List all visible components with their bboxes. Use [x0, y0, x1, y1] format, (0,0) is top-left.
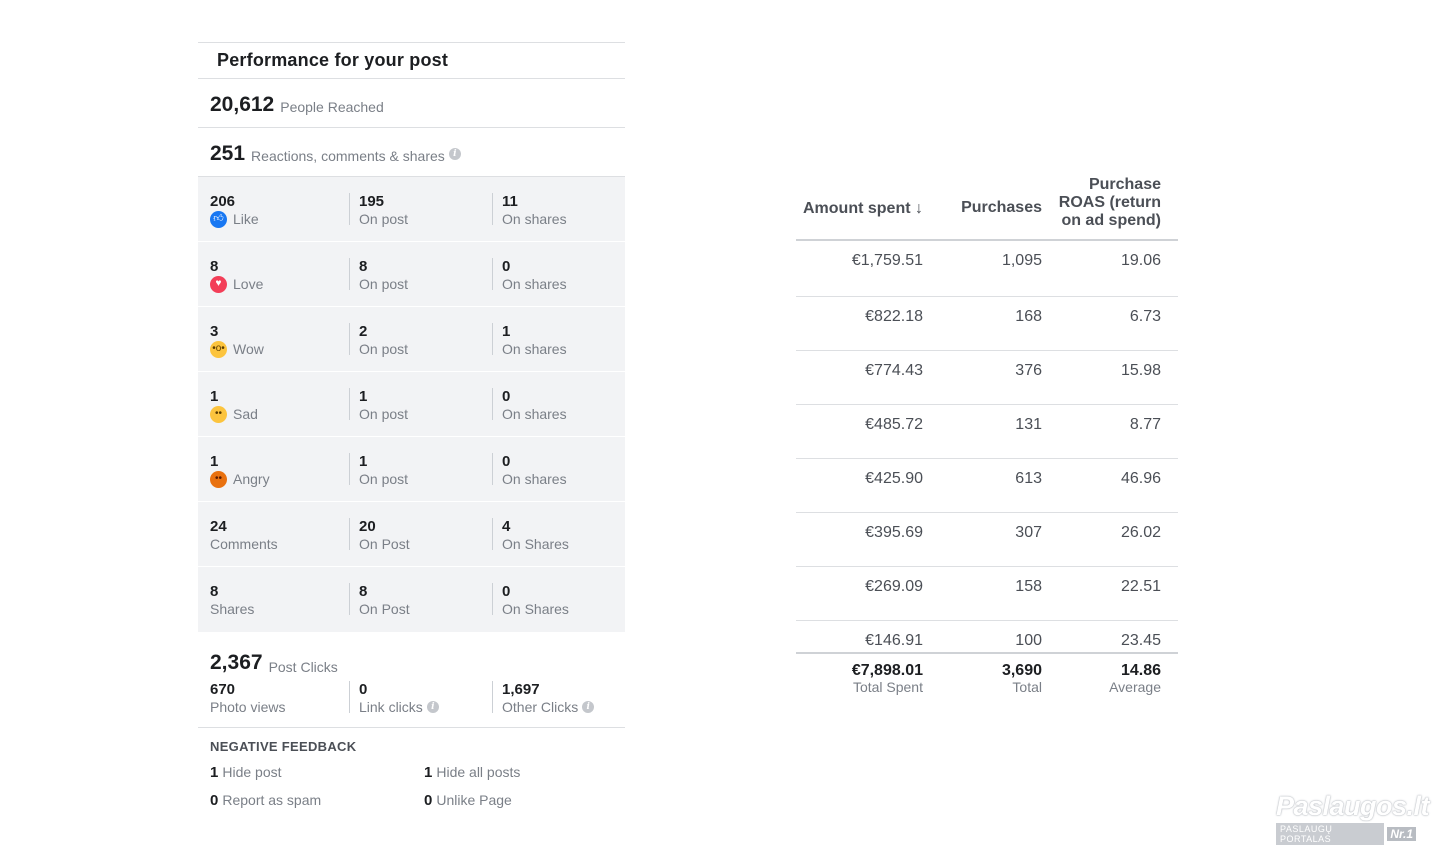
purchases-cell: 158	[1015, 578, 1042, 595]
roas-header-line: Purchase	[1088, 176, 1161, 193]
on-shares-value: 0	[502, 388, 511, 405]
roas-cell: 6.73	[1129, 308, 1161, 325]
reaction-row-sad	[198, 372, 625, 437]
amount-spent-cell: €774.43	[865, 362, 923, 379]
on-shares-label: On Shares	[502, 601, 569, 617]
roas-cell: 26.02	[1120, 524, 1161, 541]
on-post-label: On post	[359, 406, 409, 422]
engagement-label: Reactions, comments & shares	[251, 148, 445, 164]
table-row	[796, 241, 1178, 297]
ads-results-table	[796, 176, 1178, 695]
table-row	[796, 351, 1178, 405]
purchases-cell: 613	[1015, 470, 1042, 487]
amount-spent-cell: €395.69	[865, 524, 923, 541]
report-spam-value: 0	[210, 792, 219, 809]
other-clicks-label: Other Clicks	[502, 699, 579, 715]
on-shares-value: 0	[502, 583, 511, 600]
watermark-sub	[1276, 823, 1416, 845]
like-icon: 👍︎	[210, 211, 227, 228]
link-clicks-label: Link clicks	[359, 699, 423, 715]
on-shares-cell	[491, 437, 625, 501]
people-reached-value: 20,612	[210, 93, 275, 116]
other-clicks-value: 1,697	[502, 681, 540, 698]
purchases-cell: 307	[1015, 524, 1042, 541]
engagement-row	[198, 128, 625, 177]
table-row	[796, 405, 1178, 459]
comments-label: Comments	[210, 536, 278, 552]
roas-header-text	[1059, 176, 1161, 230]
engagement-value: 251	[210, 142, 246, 165]
on-shares-value: 0	[502, 453, 511, 470]
on-shares-cell	[491, 177, 625, 241]
people-reached-label: People Reached	[280, 99, 384, 115]
on-shares-cell	[491, 567, 625, 632]
purchases-cell: 131	[1015, 416, 1042, 433]
on-post-value: 8	[359, 258, 368, 275]
table-totals-row	[796, 654, 1178, 695]
on-shares-value: 4	[502, 518, 511, 535]
reaction-total-cell	[198, 177, 348, 241]
amount-spent-cell: €1,759.51	[851, 252, 923, 269]
panel-title: Performance for your post	[198, 42, 625, 79]
hide-post-stat	[210, 763, 424, 782]
other-clicks-label-wrap	[502, 698, 625, 716]
unlike-page-value: 0	[424, 792, 433, 809]
reaction-total: 1	[210, 388, 219, 405]
reaction-row-like	[198, 177, 625, 242]
on-shares-cell	[491, 372, 625, 436]
watermark-nr-badge: Nr.1	[1387, 827, 1416, 841]
on-post-label: On post	[359, 341, 409, 357]
on-post-value: 20	[359, 518, 376, 535]
amount-spent-cell: €269.09	[865, 578, 923, 595]
hide-post-value: 1	[210, 764, 219, 781]
comments-total-cell	[198, 502, 348, 566]
table-header	[796, 176, 1178, 241]
on-post-cell	[348, 567, 491, 632]
amount-spent-cell: €822.18	[865, 308, 923, 325]
photo-views-cell	[198, 675, 348, 727]
reaction-total-cell	[198, 437, 348, 501]
on-shares-label: On shares	[502, 211, 567, 227]
on-shares-value: 1	[502, 323, 511, 340]
reaction-name: Wow	[233, 341, 264, 357]
reaction-total-cell	[198, 307, 348, 371]
on-shares-cell	[491, 307, 625, 371]
watermark-text: Paslaugos.lt	[1276, 791, 1430, 821]
reaction-label	[210, 470, 348, 488]
on-shares-label: On shares	[502, 471, 567, 487]
post-clicks-breakdown	[198, 675, 625, 728]
purchases-cell: 376	[1015, 362, 1042, 379]
reactions-breakdown	[198, 177, 625, 632]
comments-row	[198, 502, 625, 567]
reaction-name: Like	[233, 211, 259, 227]
on-post-cell	[348, 242, 491, 306]
on-shares-label: On shares	[502, 276, 567, 292]
total-spent-label: Total Spent	[852, 679, 923, 695]
on-post-cell	[348, 502, 491, 566]
average-roas-label: Average	[1109, 679, 1161, 695]
reaction-label	[210, 405, 348, 423]
table-row	[796, 621, 1178, 654]
on-shares-label: On Shares	[502, 536, 569, 552]
reaction-row-love	[198, 242, 625, 307]
roas-cell: 46.96	[1120, 470, 1161, 487]
roas-cell: 19.06	[1120, 252, 1161, 269]
reaction-total: 206	[210, 193, 236, 210]
negative-feedback-title: NEGATIVE FEEDBACK	[210, 739, 357, 754]
on-post-cell	[348, 372, 491, 436]
reaction-name: Sad	[233, 406, 258, 422]
shares-label: Shares	[210, 601, 255, 617]
table-row	[796, 567, 1178, 621]
post-performance-panel	[198, 42, 625, 810]
total-purchases-label: Total	[1012, 679, 1042, 695]
purchases-cell: 100	[1015, 632, 1042, 649]
on-shares-value: 11	[502, 193, 518, 210]
on-post-cell	[348, 177, 491, 241]
on-shares-value: 0	[502, 258, 511, 275]
roas-cell: 23.45	[1120, 632, 1161, 649]
post-clicks-value: 2,367	[210, 651, 263, 674]
reaction-row-angry	[198, 437, 625, 502]
on-post-label: On Post	[359, 536, 410, 552]
sad-icon: ••	[210, 406, 227, 423]
roas-cell: 8.77	[1129, 416, 1161, 433]
negative-feedback-grid	[198, 763, 625, 810]
other-clicks-cell	[491, 675, 625, 727]
purchases-cell: 1,095	[1001, 252, 1042, 269]
on-post-cell	[348, 437, 491, 501]
average-roas-cell	[1042, 662, 1161, 695]
info-icon[interactable]: i	[582, 701, 594, 713]
love-icon: ♥	[210, 276, 227, 293]
on-shares-label: On shares	[502, 406, 567, 422]
hide-post-label: Hide post	[222, 764, 282, 780]
column-header-purchases[interactable]: Purchases	[961, 198, 1042, 216]
watermark-logo	[1276, 791, 1430, 844]
table-row	[796, 513, 1178, 567]
table-row	[796, 297, 1178, 351]
reaction-label	[210, 340, 348, 358]
on-post-value: 1	[359, 388, 368, 405]
photo-views-value: 670	[210, 681, 236, 698]
on-post-value: 2	[359, 323, 368, 340]
on-post-value: 1	[359, 453, 368, 470]
on-post-label: On post	[359, 471, 409, 487]
total-purchases-value: 3,690	[1001, 662, 1042, 679]
unlike-page-stat	[424, 791, 624, 810]
total-spent-cell	[796, 662, 923, 695]
shares-row	[198, 567, 625, 632]
report-spam-label: Report as spam	[222, 792, 322, 808]
roas-cell: 22.51	[1120, 578, 1161, 595]
info-icon[interactable]: i	[427, 701, 439, 713]
average-roas-value: 14.86	[1120, 662, 1161, 679]
on-post-cell	[348, 307, 491, 371]
on-shares-label: On shares	[502, 341, 567, 357]
roas-header-line: on ad spend)	[1061, 212, 1161, 229]
shares-total-cell	[198, 567, 348, 632]
amount-spent-cell: €146.91	[865, 632, 923, 649]
photo-views-label: Photo views	[210, 699, 286, 715]
angry-icon: ••	[210, 471, 227, 488]
column-header-amount-spent[interactable]: Amount spent ↓	[803, 199, 923, 217]
amount-spent-cell: €425.90	[865, 470, 923, 487]
on-post-label: On Post	[359, 601, 410, 617]
unlike-page-label: Unlike Page	[436, 792, 512, 808]
on-shares-cell	[491, 242, 625, 306]
link-clicks-value: 0	[359, 681, 368, 698]
comments-total: 24	[210, 518, 227, 535]
reaction-total-cell	[198, 242, 348, 306]
reaction-name: Angry	[233, 471, 270, 487]
purchases-cell: 168	[1015, 308, 1042, 325]
reaction-label	[210, 275, 348, 293]
link-clicks-label-wrap	[359, 698, 491, 716]
shares-total: 8	[210, 583, 219, 600]
roas-cell: 15.98	[1120, 362, 1161, 379]
total-purchases-cell	[923, 662, 1042, 695]
reaction-total: 1	[210, 453, 219, 470]
on-post-value: 195	[359, 193, 385, 210]
reaction-total: 8	[210, 258, 219, 275]
table-row	[796, 459, 1178, 513]
on-post-label: On post	[359, 211, 409, 227]
hide-all-posts-label: Hide all posts	[436, 764, 521, 780]
reaction-total: 3	[210, 323, 219, 340]
reaction-total-cell	[198, 372, 348, 436]
on-post-label: On post	[359, 276, 409, 292]
hide-all-posts-value: 1	[424, 764, 433, 781]
info-icon[interactable]: i	[449, 148, 461, 160]
roas-header-line: ROAS (return	[1058, 194, 1161, 211]
column-header-purchase-roas[interactable]	[1042, 176, 1161, 239]
wow-icon: •o•	[210, 341, 227, 358]
post-clicks-header	[198, 632, 625, 675]
reaction-label	[210, 210, 348, 228]
link-clicks-cell	[348, 675, 491, 727]
hide-all-posts-stat	[424, 763, 624, 782]
watermark-portal-text: PASLAUGŲ PORTALAS	[1276, 823, 1384, 845]
report-spam-stat	[210, 791, 424, 810]
total-spent-value: €7,898.01	[851, 662, 923, 679]
reaction-row-wow	[198, 307, 625, 372]
post-clicks-label: Post Clicks	[268, 659, 338, 675]
reaction-name: Love	[233, 276, 264, 292]
amount-spent-cell: €485.72	[865, 416, 923, 433]
on-post-value: 8	[359, 583, 368, 600]
people-reached-row	[198, 79, 625, 128]
on-shares-cell	[491, 502, 625, 566]
